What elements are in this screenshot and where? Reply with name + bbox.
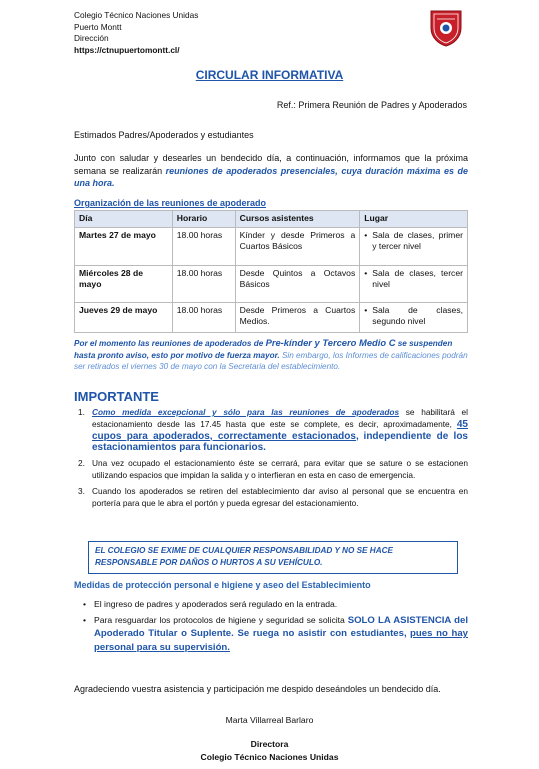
column-header-day: Día xyxy=(75,211,173,228)
item-1-highlight: 45 cupos para apoderados, correctamente estacionados, xyxy=(92,418,468,442)
note-part-3: se suspenden hasta pronto aviso, esto por motivo de fuerza mayor. xyxy=(74,339,453,360)
signature-block xyxy=(0,738,539,763)
table-row xyxy=(75,302,468,332)
row-courses: Desde Primeros a Cuartos Medios. xyxy=(235,302,360,332)
school-crest-icon xyxy=(426,8,466,48)
row-time: 18.00 horas xyxy=(172,227,235,265)
intro-paragraph xyxy=(74,152,468,190)
list-item xyxy=(74,598,468,611)
intro-text: Junto con saludar y desearles un bendecido día, a continuación, informamos que la próxima semana se realizarán xyxy=(74,153,468,176)
signer-role: Directora xyxy=(250,739,289,749)
letterhead xyxy=(74,10,198,56)
bullet-icon: • xyxy=(364,304,368,315)
row-day: Martes 27 de mayo xyxy=(75,227,173,265)
measure-2-highlight: SOLO LA ASISTENCIA del Apoderado Titular o Suplente. Se ruega no asistir con estudiantes, xyxy=(94,614,468,639)
list-item xyxy=(74,407,468,454)
row-place xyxy=(360,265,468,302)
schedule-table xyxy=(74,210,468,333)
row-time: 18.00 horas xyxy=(172,302,235,332)
signer-name: Marta Villarreal Barlaro xyxy=(225,715,314,725)
row-place xyxy=(360,227,468,265)
bullet-icon: • xyxy=(83,599,87,609)
item-1-tail: independiente de los estacionamientos para funcionarios. xyxy=(92,430,468,454)
measure-2-lead: Para resguardar los protocolos de higiene y seguridad se solicita xyxy=(94,614,345,625)
bullet-icon: • xyxy=(364,267,368,278)
row-place-text: Sala de clases, tercer nivel xyxy=(372,267,463,289)
table-header-row xyxy=(75,211,468,228)
measure-2-text xyxy=(94,614,468,655)
page-title: CIRCULAR INFORMATIVA xyxy=(195,68,344,82)
measure-2-tail: pues no hay personal para su supervisión. xyxy=(94,628,468,653)
school-name: Colegio Técnico Naciones Unidas xyxy=(74,10,199,20)
row-time: 18.00 horas xyxy=(172,265,235,302)
reference-line: Ref.: Primera Reunión de Padres y Apoderados xyxy=(276,100,467,110)
column-header-place: Lugar xyxy=(360,211,468,228)
list-number: 1. xyxy=(78,407,85,417)
closing-paragraph: Agradeciendo vuestra asistencia y participación me despido deseándoles un bendecido día. xyxy=(74,684,441,694)
school-city: Puerto Montt xyxy=(74,21,122,32)
row-place-text: Sala de clases, primer y tercer nivel xyxy=(372,229,463,251)
column-header-time: Horario xyxy=(172,211,235,228)
school-department: Dirección xyxy=(74,33,109,43)
row-courses: Kínder y desde Primeros a Cuartos Básicos xyxy=(235,227,360,265)
list-number: 2. xyxy=(78,458,85,469)
item-1-body: se habilitará el estacionamiento desde las 17.45 hasta que este se complete, es decir, aproximadamente, xyxy=(92,407,468,429)
row-day: Miércoles 28 de mayo xyxy=(75,265,173,302)
measure-1-text: El ingreso de padres y apoderados será regulado en la entrada. xyxy=(94,599,338,609)
note-part-1: Por el momento las reuniones de apoderados de xyxy=(74,339,264,348)
list-number: 3. xyxy=(78,485,85,496)
list-item-text xyxy=(92,407,468,454)
row-day: Jueves 29 de mayo xyxy=(75,302,173,332)
intro-highlight: reuniones de apoderados presenciales, cuya duración máxima es de una hora. xyxy=(74,165,468,188)
list-item-text: Una vez ocupado el estacionamiento éste se cerrará, para evitar que se sature o se estacionen utilizando espacios que impidan la salida y o interfieran en esta en caso de emergencia. xyxy=(92,458,468,480)
importante-heading: IMPORTANTE xyxy=(74,389,159,404)
note-part-2: Pre-kínder y Tercero Medio C xyxy=(265,337,396,348)
list-item xyxy=(74,614,468,655)
row-place-text: Sala de clases, segundo nivel xyxy=(372,304,463,326)
list-item xyxy=(74,458,468,482)
bullet-icon: • xyxy=(83,614,87,625)
importante-list xyxy=(74,407,468,513)
row-place xyxy=(360,302,468,332)
table-row xyxy=(75,227,468,265)
column-header-courses: Cursos asistentes xyxy=(235,211,360,228)
row-courses: Desde Quintos a Octavos Básicos xyxy=(235,265,360,302)
liability-warning-box: EL COLEGIO SE EXIME DE CUALQUIER RESPONSABILIDAD Y NO SE HACE RESPONSABLE POR DAÑOS O HURTOS A SU VEHÍCULO. xyxy=(88,541,458,574)
schedule-title: Organización de las reuniones de apoderado xyxy=(74,198,267,208)
list-item-text: Cuando los apoderados se retiren del establecimiento dar aviso al personal que se encuentra en portería para que le abra el portón y pueda egresar del estacionamiento. xyxy=(92,485,468,508)
bullet-icon: • xyxy=(364,229,368,240)
list-item xyxy=(74,486,468,510)
measures-title: Medidas de protección personal e higiene y aseo del Establecimiento xyxy=(74,580,371,590)
item-1-lead: Como medida excepcional y sólo para las reuniones de apoderados xyxy=(92,407,400,417)
suspension-note xyxy=(74,337,468,373)
note-part-4: Sin embargo, los Informes de calificaciones podrán ser retirados el viernes 30 de mayo con la Secretaria del establecimiento. xyxy=(74,350,468,371)
signer-school: Colegio Técnico Naciones Unidas xyxy=(200,751,339,762)
table-row xyxy=(75,265,468,302)
greeting: Estimados Padres/Apoderados y estudiantes xyxy=(74,130,254,140)
measures-list xyxy=(74,598,468,657)
school-url[interactable]: https://ctnupuertomontt.cl/ xyxy=(74,44,180,55)
